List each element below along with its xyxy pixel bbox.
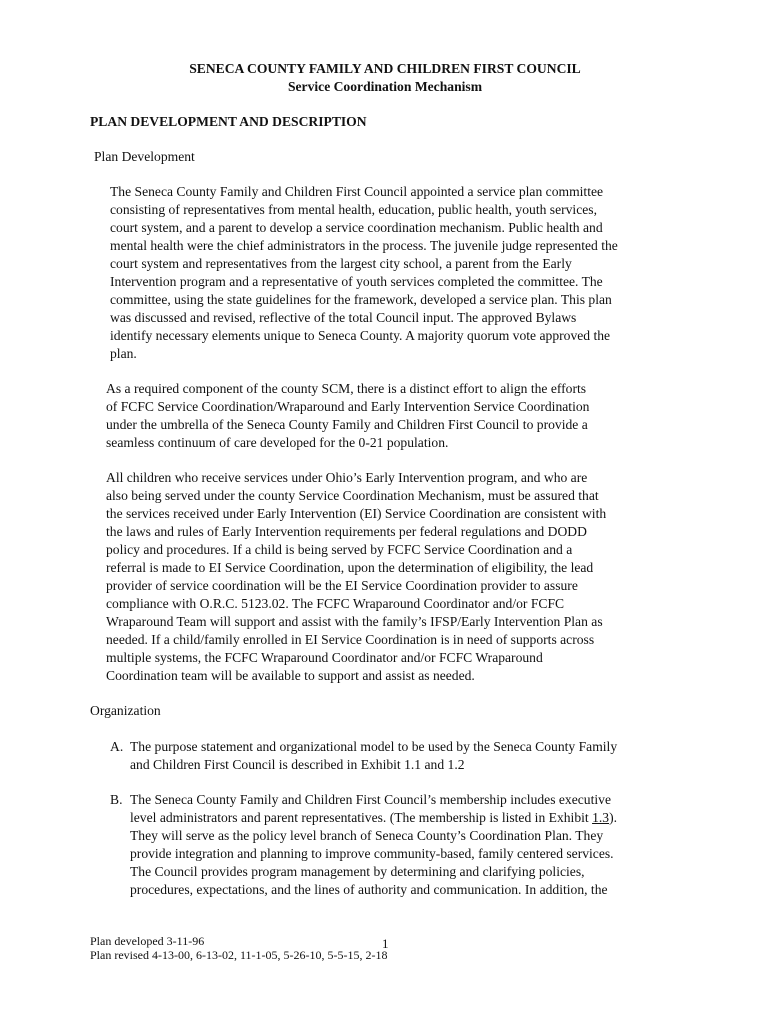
- paragraph-line: All children who receive services under Ohio’s Early Intervention program, and who are: [106, 470, 588, 485]
- footer-plan-revised: Plan revised 4-13-00, 6-13-02, 11-1-05, 5-26-10, 5-5-15, 2-18: [90, 948, 388, 962]
- subsection-heading: Plan Development: [94, 149, 195, 164]
- page-number: 1: [382, 936, 389, 951]
- paragraph-line: plan.: [110, 346, 137, 361]
- paragraph-line: identify necessary elements unique to Seneca County. A majority quorum vote approved the: [110, 328, 611, 343]
- list-item-text: level administrators and parent representatives. (The membership is listed in Exhibit: [130, 810, 593, 825]
- list-item-line: provide integration and planning to improve community-based, family centered services.: [130, 846, 614, 861]
- list-marker: A.: [110, 739, 124, 754]
- paragraph-line: As a required component of the county SCM, there is a distinct effort to align the efforts: [106, 381, 587, 396]
- organization-heading: Organization: [90, 703, 161, 718]
- paragraph-line: also being served under the county Service Coordination Mechanism, must be assured that: [106, 488, 599, 503]
- list-item-line: The purpose statement and organizational model to be used by the Seneca County Family: [130, 739, 618, 754]
- paragraph-line: Coordination team will be available to support and assist as needed.: [106, 668, 475, 683]
- list-item-line: [130, 809, 617, 827]
- list-item-line: The Council provides program management by determining and clarifying policies,: [130, 864, 585, 879]
- list-item-a: [110, 738, 617, 774]
- paragraph-line: was discussed and revised, reflective of the total Council input. The approved Bylaws: [110, 310, 577, 325]
- paragraph-line: court system, and a parent to develop a service coordination mechanism. Public health and: [110, 220, 603, 235]
- list-item-text: ).: [609, 810, 617, 825]
- paragraph-line: referral is made to EI Service Coordination, upon the determination of eligibility, the lead: [106, 560, 594, 575]
- list-item-b: [110, 791, 617, 899]
- paragraph-early-intervention: [106, 469, 606, 685]
- paragraph-line: court system and representatives from the largest city school, a parent from the Early: [110, 256, 572, 271]
- paragraph-scm-alignment: [106, 380, 589, 452]
- footer-plan-developed: Plan developed 3-11-96: [90, 934, 205, 948]
- paragraph-line: of FCFC Service Coordination/Wraparound and Early Intervention Service Coordination: [106, 399, 590, 414]
- paragraph-line: committee, using the state guidelines for the framework, developed a service plan. This plan: [110, 292, 612, 307]
- paragraph-line: provider of service coordination will be the EI Service Coordination provider to assure: [106, 578, 578, 593]
- document-subtitle: Service Coordination Mechanism: [287, 79, 483, 94]
- list-item-line: procedures, expectations, and the lines of authority and communication. In addition, the: [130, 882, 608, 897]
- paragraph-line: needed. If a child/family enrolled in EI Service Coordination is in need of supports across: [106, 632, 595, 647]
- paragraph-line: seamless continuum of care developed for the 0-21 population.: [106, 435, 449, 450]
- paragraph-line: compliance with O.R.C. 5123.02. The FCFC Wraparound Coordinator and/or FCFC: [106, 596, 565, 611]
- paragraph-plan-development: [110, 183, 618, 363]
- list-marker: B.: [110, 792, 123, 807]
- paragraph-line: the laws and rules of Early Intervention requirements per federal regulations and DODD: [106, 524, 587, 539]
- paragraph-line: consisting of representatives from mental health, education, public health, youth services,: [110, 202, 597, 217]
- paragraph-line: multiple systems, the FCFC Wraparound Coordinator and/or FCFC Wraparound: [106, 650, 543, 665]
- paragraph-line: The Seneca County Family and Children First Council appointed a service plan committee: [110, 184, 604, 199]
- list-item-line: The Seneca County Family and Children First Council’s membership includes executive: [130, 792, 611, 807]
- paragraph-line: policy and procedures. If a child is being served by FCFC Service Coordination and a: [106, 542, 573, 557]
- list-item-line: They will serve as the policy level branch of Seneca County’s Coordination Plan. They: [130, 828, 604, 843]
- exhibit-link[interactable]: 1.3: [592, 810, 610, 825]
- paragraph-line: Wraparound Team will support and assist with the family’s IFSP/Early Intervention Plan as: [106, 614, 603, 629]
- paragraph-line: under the umbrella of the Seneca County Family and Children First Council to provide a: [106, 417, 588, 432]
- list-item-line: and Children First Council is described in Exhibit 1.1 and 1.2: [130, 757, 465, 772]
- paragraph-line: mental health were the chief administrators in the process. The juvenile judge represented the: [110, 238, 618, 253]
- paragraph-line: the services received under Early Intervention (EI) Service Coordination are consistent with: [106, 506, 607, 521]
- section-heading: PLAN DEVELOPMENT AND DESCRIPTION: [90, 114, 367, 129]
- paragraph-line: Intervention program and a representative of youth services completed the committee. The: [110, 274, 603, 289]
- document-title: SENECA COUNTY FAMILY AND CHILDREN FIRST COUNCIL: [189, 61, 581, 76]
